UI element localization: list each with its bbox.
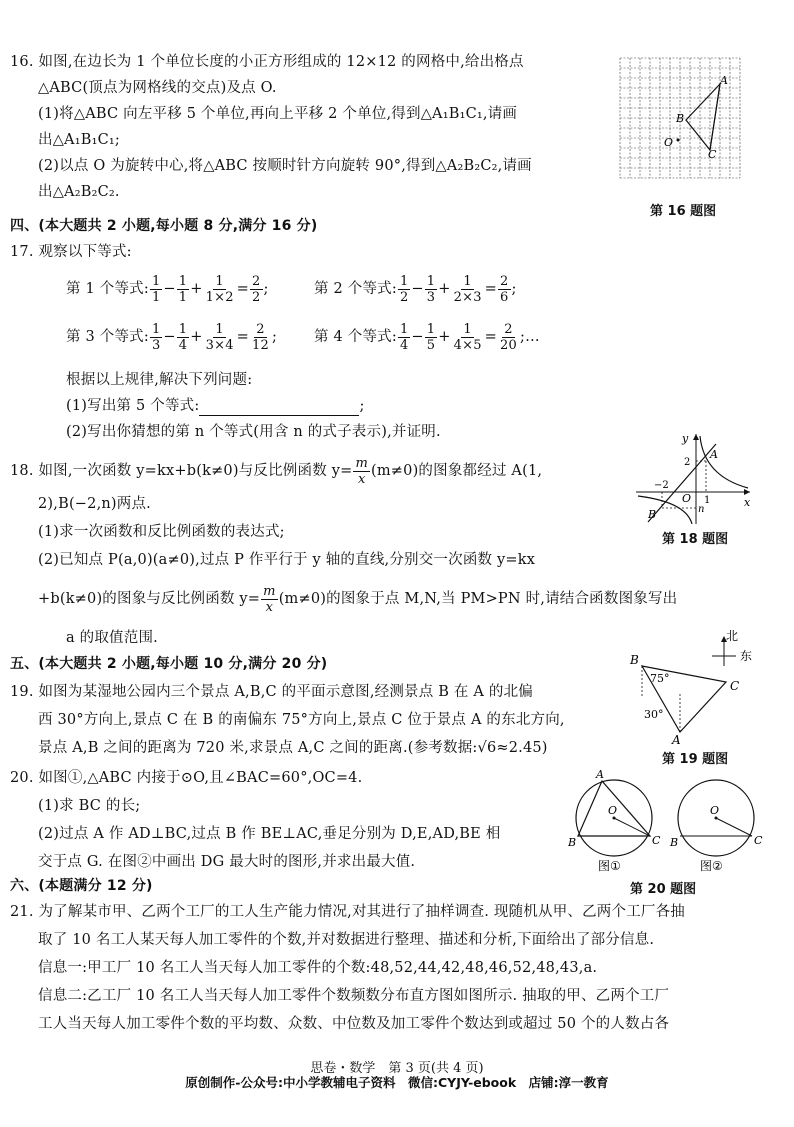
q18-graph-figure: [634, 430, 754, 526]
q18-line5-a: +b(k≠0)的图象与反比例函数 y=: [38, 591, 261, 607]
section-4-heading: 四、(本大题共 2 小题,每小题 8 分,满分 16 分): [10, 218, 318, 234]
q20-line1: 20. 如图①,△ABC 内接于⊙O,且∠BAC=60°,OC=4.: [10, 770, 363, 786]
q20-line4: 交于点 G. 在图②中画出 DG 最大时的图形,并求出最大值.: [38, 854, 416, 870]
eq2-prefix: 第 2 个等式:: [314, 281, 397, 297]
q18-line3: (1)求一次函数和反比例函数的表达式;: [38, 524, 285, 540]
q19-line3: 景点 A,B 之间的距离为 720 米,求景点 A,C 之间的距离.(参考数据:√6≈2.45): [38, 740, 548, 756]
equals-sign: =: [484, 329, 498, 345]
eq2-frac2: $\frac{1}{3}$: [426, 273, 436, 305]
eq4-frac4: $\frac{2}{20}$: [500, 321, 517, 353]
label-b: B: [630, 653, 639, 667]
fig2-label: 图②: [700, 859, 723, 873]
radius-oc-fig2: [716, 818, 752, 836]
q18-line5-b: (m≠0)的图象于点 M,N,当 PM>PN 时,请结合函数图象写出: [278, 591, 678, 607]
q21-line3: 信息一:甲工厂 10 名工人当天每人加工零件的个数:48,52,44,42,48,46,52,48,43,a.: [38, 960, 598, 976]
q21-line1: 21. 为了解某市甲、乙两个工厂的工人生产能力情况,对其进行了抽样调查. 现随机从甲、乙两个工厂各抽: [10, 904, 685, 920]
label-o-fig1: O: [608, 804, 618, 817]
q21-line2: 取了 10 名工人某天每人加工零件的个数,并对数据进行整理、描述和分析,下面给出了部分信息.: [38, 932, 655, 948]
label-c-fig2: C: [754, 834, 763, 847]
eq1-frac4: $\frac{2}{2}$: [252, 273, 261, 305]
q18-line2: 2),B(−2,n)两点.: [38, 496, 151, 512]
q21-line4: 信息二:乙工厂 10 名工人当天每人加工零件个数频数分布直方图如图所示. 抽取的甲、乙两个工厂: [38, 988, 670, 1004]
eq4-frac3: $\frac{1}{4\times 5}$: [453, 321, 482, 353]
y-axis-arrow: [693, 434, 699, 440]
eq4-prefix: 第 4 个等式:: [314, 329, 397, 345]
eq3-frac3: $\frac{1}{3\times 4}$: [205, 321, 234, 353]
eq3-frac4: $\frac{2}{12}$: [252, 321, 269, 353]
q18-line1-b: (m≠0)的图象都经过 A(1,: [370, 463, 543, 479]
equals-sign: =: [484, 281, 498, 297]
q19-map-figure: [626, 626, 786, 746]
q18-line5: [38, 584, 677, 614]
eq1-frac2: $\frac{1}{1}$: [178, 273, 188, 305]
plus-sign: +: [190, 329, 203, 345]
label-a: A: [720, 74, 728, 87]
q18-line1-a: 18. 如图,一次函数 y=kx+b(k≠0)与反比例函数 y=: [10, 463, 353, 479]
semicolon: ;: [511, 281, 517, 297]
q17-eq4: [314, 320, 540, 354]
label-a-fig1: A: [596, 768, 604, 781]
eq2-frac4: $\frac{2}{6}$: [500, 273, 509, 305]
plus-sign: +: [438, 329, 451, 345]
equals-sign: =: [236, 329, 250, 345]
answer-blank[interactable]: [199, 401, 359, 416]
point-o: [677, 139, 680, 142]
q20-line2: (1)求 BC 的长;: [38, 798, 141, 814]
q17-part2: (2)写出你猜想的第 n 个等式(用含 n 的式子表示),并证明.: [66, 424, 441, 440]
credit-footer: 原创制作-公众号:中小学教辅电子资料 微信:CYJY-ebook 店铺:淳一教育: [185, 1075, 609, 1090]
x-axis-arrow: [744, 489, 750, 495]
semicolon: ;: [263, 281, 269, 297]
label-2: 2: [684, 457, 691, 468]
plus-sign: +: [438, 281, 451, 297]
label-b: B: [648, 508, 657, 521]
equals-sign: =: [236, 281, 250, 297]
q20-line3: (2)过点 A 作 AD⊥BC,过点 B 作 BE⊥AC,垂足分别为 D,E,AD,BE 相: [38, 826, 501, 842]
q17-rule-line: 根据以上规律,解决下列问题:: [66, 372, 253, 388]
section-5-heading: 五、(本大题共 2 小题,每小题 10 分,满分 20 分): [10, 656, 328, 672]
q17-part1: [66, 396, 365, 416]
q21-line5: 工人当天每人加工零件个数的平均数、众数、中位数及加工零件个数达到或超过 50 个的人数占各: [38, 1016, 670, 1032]
q17-intro: 17. 观察以下等式:: [10, 244, 132, 260]
label-minus2: −2: [654, 480, 669, 491]
label-30: 30°: [644, 708, 664, 721]
label-b-fig2: B: [670, 836, 679, 849]
q16-line5: (2)以点 O 为旋转中心,将△ABC 按顺时针方向旋转 90°,得到△A₂B₂C₂,请画: [38, 158, 532, 174]
q19-line2: 西 30°方向上,景点 C 在 B 的南偏东 75°方向上,景点 C 位于景点 A 的东北方向,: [38, 712, 565, 728]
q16-line6: 出△A₂B₂C₂.: [38, 184, 120, 200]
label-o: O: [682, 492, 692, 505]
section-6-heading: 六、(本题满分 12 分): [10, 878, 153, 894]
minus-sign: −: [411, 281, 424, 297]
q20-caption: 第 20 题图: [630, 882, 697, 897]
label-north: 北: [726, 629, 739, 643]
eq3-frac1: $\frac{1}{3}$: [151, 321, 161, 353]
label-a: A: [710, 448, 718, 461]
minus-sign: −: [163, 329, 176, 345]
fig1-label: 图①: [598, 859, 621, 873]
q17-part1-end: ;: [359, 398, 365, 414]
label-o-fig2: O: [710, 804, 720, 817]
q19-line1: 19. 如图为某湿地公园内三个景点 A,B,C 的平面示意图,经测景点 B 在 A 的北偏: [10, 684, 533, 700]
q18-line4: (2)已知点 P(a,0)(a≠0),过点 P 作平行于 y 轴的直线,分别交一次函数 y=kx: [38, 552, 536, 568]
q16-line2: △ABC(顶点为网格线的交点)及点 O.: [38, 80, 277, 96]
label-o: O: [664, 136, 674, 149]
label-y: y: [682, 432, 689, 445]
eq3-frac2: $\frac{1}{4}$: [178, 321, 188, 353]
radius-oc-fig1: [614, 818, 650, 836]
label-1: 1: [704, 495, 711, 506]
q17-eq3: [66, 320, 277, 354]
label-east: 东: [740, 649, 753, 663]
label-c: C: [708, 148, 717, 161]
q16-grid-figure: [616, 54, 748, 190]
ellipsis: ;…: [519, 329, 540, 345]
q16-line3: (1)将△ABC 向左平移 5 个单位,再向上平移 2 个单位,得到△A₁B₁C₁,请画: [38, 106, 518, 122]
q18-line6: a 的取值范围.: [66, 630, 158, 646]
eq2-frac1: $\frac{1}{2}$: [399, 273, 409, 305]
eq1-prefix: 第 1 个等式:: [66, 281, 149, 297]
page-footer: 思卷・数学 第 3 页(共 4 页): [310, 1061, 484, 1076]
label-c-fig1: C: [652, 834, 661, 847]
q16-line1: 16. 如图,在边长为 1 个单位长度的小正方形组成的 12×12 的网格中,给出格点: [10, 54, 524, 70]
label-n: n: [698, 504, 705, 515]
eq2-frac3: $\frac{1}{2\times 3}$: [453, 273, 482, 305]
minus-sign: −: [411, 329, 424, 345]
hyperbola-branch-1: [700, 436, 748, 488]
label-c: C: [730, 679, 740, 693]
label-a: A: [672, 733, 681, 746]
label-b: B: [676, 112, 685, 125]
q20-circle-figures: [568, 768, 778, 874]
eq3-prefix: 第 3 个等式:: [66, 329, 149, 345]
q17-eq2: [314, 272, 517, 306]
q19-caption: 第 19 题图: [662, 752, 729, 767]
minus-sign: −: [163, 281, 176, 297]
q16-line4: 出△A₁B₁C₁;: [38, 132, 120, 148]
label-75: 75°: [650, 672, 670, 685]
q17-eq1: [66, 272, 269, 306]
q18-frac-m-over-x: $\frac{m}{x}$: [355, 455, 368, 487]
q18-line1: [10, 456, 542, 486]
label-x: x: [744, 496, 751, 509]
q18-frac-m-over-x-2: $\frac{m}{x}$: [263, 583, 276, 615]
semicolon: ;: [271, 329, 278, 345]
eq4-frac2: $\frac{1}{5}$: [426, 321, 436, 353]
eq4-frac1: $\frac{1}{4}$: [399, 321, 409, 353]
eq1-frac1: $\frac{1}{1}$: [151, 273, 161, 305]
q18-caption: 第 18 题图: [662, 532, 729, 547]
eq1-frac3: $\frac{1}{1\times 2}$: [205, 273, 234, 305]
q17-part1-text: (1)写出第 5 个等式:: [66, 398, 200, 414]
q16-caption: 第 16 题图: [650, 204, 717, 219]
plus-sign: +: [190, 281, 203, 297]
label-b-fig1: B: [568, 836, 577, 849]
